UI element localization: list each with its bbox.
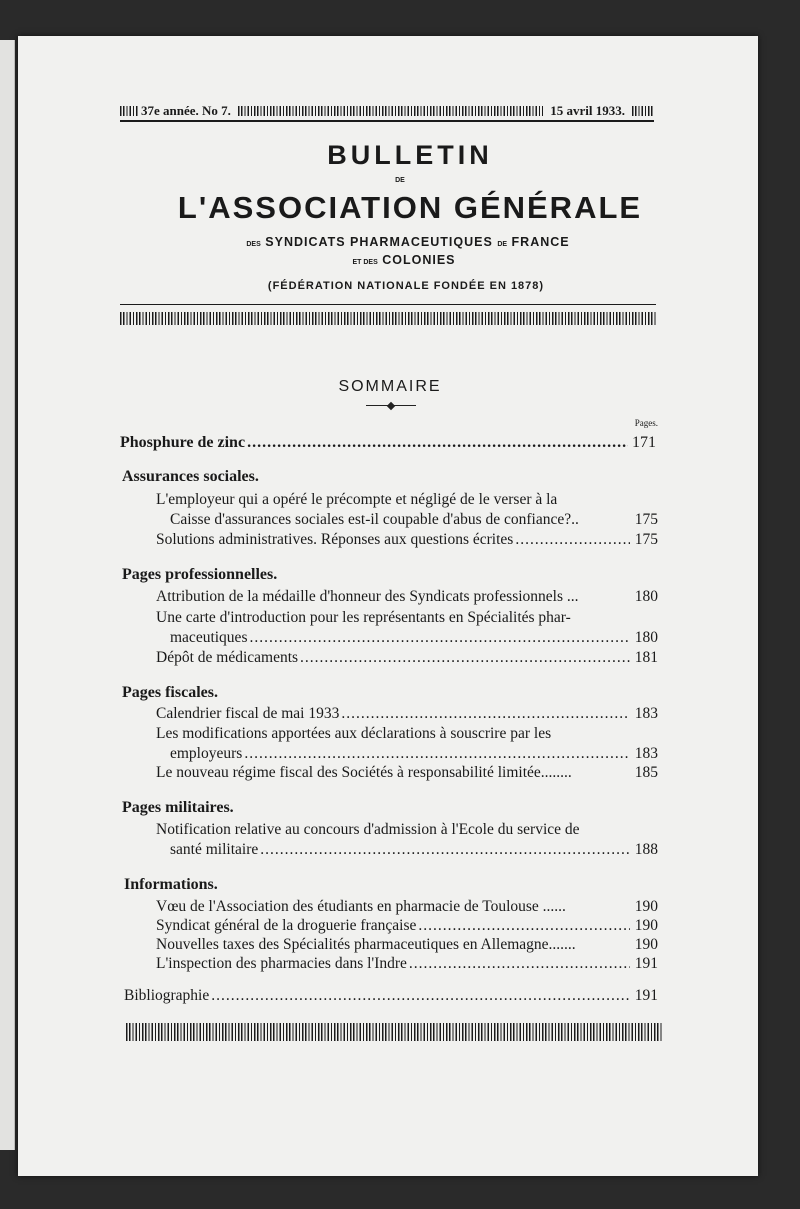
toc-leader-dots [300,649,630,667]
section-fiscales: Pages fiscales. [122,684,218,701]
ornament-rule-left [120,106,138,116]
toc-page-number: 190 [634,917,658,934]
toc-leader-dots [247,434,628,452]
title-ornament [366,403,416,409]
section-assurances: Assurances sociales. [122,468,259,485]
toc-page-number: 190 [634,936,658,953]
toc-entry-title: maceutiques [170,629,248,646]
masthead-de: DE [395,177,405,184]
toc-entry-bibliographie [124,987,658,1005]
toc-entry-line: Les modifications apportées aux déclarations à souscrire par les [156,725,552,742]
toc-leader-dots [418,917,630,935]
toc-page-number: 180 [634,588,658,605]
ornament-rule-middle [238,106,543,116]
toc-entry-title: Vœu de l'Association des étudiants en pharmacie de Toulouse ...... [156,898,566,915]
toc-entry-solutions [156,531,658,549]
toc-entry-title: Solutions administratives. Réponses aux questions écrites [156,531,514,548]
toc-page-number: 183 [634,745,658,762]
masthead-bulletin: BULLETIN [327,140,493,170]
masthead-federation: (FÉDÉRATION NATIONALE FONDÉE EN 1878) [267,280,545,292]
toc-entry-abus-confiance [170,511,658,529]
toc-entry-depot [156,649,658,667]
masthead-de-small: DE [497,241,508,248]
toc-entry-calendrier [156,705,658,723]
toc-page-number: 175 [634,531,658,548]
issue-date: 15 avril 1933. [550,103,625,118]
toc-entry-regime-fiscal [156,764,658,782]
ornament-band-top [120,312,656,325]
toc-leader-dots [260,841,630,859]
toc-leader-dots [244,745,630,763]
toc-page-number: 181 [634,649,658,666]
masthead-france: FRANCE [511,235,570,249]
toc-entry-title: Le nouveau régime fiscal des Sociétés à responsabilité limitée........ [156,764,572,781]
toc-entry-line: Notification relative au concours d'admission à l'Ecole du service de [156,821,580,838]
toc-page-number: 175 [634,511,658,528]
toc-entry-title: Dépôt de médicaments [156,649,299,666]
toc-entry-modifications [170,745,658,763]
toc-leader-dots [249,629,630,647]
toc-entry-title: Attribution de la médaille d'honneur des Syndicats professionnels ... [156,588,579,605]
toc-entry-title: Caisse d'assurances sociales est-il coupable d'abus de confiance?.. [170,511,579,528]
toc-page-number: 191 [634,987,658,1004]
toc-page-number: 190 [634,898,658,915]
pages-column-label: Pages. [634,418,658,428]
toc-page-number: 191 [634,955,658,972]
toc-entry-taxes [156,936,658,954]
toc-entry-title: Nouvelles taxes des Spécialités pharmaceutiques en Allemagne....... [156,936,576,953]
toc-entry-notification [170,841,658,859]
toc-entry-title: L'inspection des pharmacies dans l'Indre [156,955,407,972]
toc-entry-line: Une carte d'introduction pour les représentants en Spécialités phar- [156,609,571,626]
toc-leader-dots [409,955,630,973]
section-informations: Informations. [124,876,218,893]
toc-page-number: 183 [634,705,658,722]
toc-entry-medaille [156,588,658,606]
issue-header [120,104,654,118]
toc-entry-droguerie [156,917,658,935]
issue-number: 37e année. No 7. [141,103,231,118]
masthead-et-des-small: ET DES [352,259,378,266]
toc-entry-inspection [156,955,658,973]
masthead-rule [120,304,656,305]
header-rule [120,120,654,122]
toc-entry-title: employeurs [170,745,243,762]
toc-leader-dots [515,531,630,549]
toc-page-number: 188 [634,841,658,858]
ornament-band-bottom [126,1023,662,1041]
masthead-colonies [4,253,800,267]
toc-leader-dots [341,705,630,723]
toc-entry-title: Calendrier fiscal de mai 1933 [156,705,340,722]
toc-page-number: 185 [634,764,658,781]
toc-entry-line: L'employeur qui a opéré le précompte et négligé de le verser à la [156,491,558,508]
toc-entry-title: Syndicat général de la droguerie française [156,917,417,934]
section-professionnelles: Pages professionnelles. [122,566,278,583]
toc-entry-voeu [156,898,658,916]
toc-entry-phosphure [120,434,656,452]
ornament-rule-right [632,106,654,116]
masthead-syndicats-text: SYNDICATS PHARMACEUTIQUES [265,235,493,249]
masthead-association: L'ASSOCIATION GÉNÉRALE [177,190,643,225]
toc-entry-carte [170,629,658,647]
toc-page-number: 171 [632,434,656,451]
toc-leader-dots [211,987,630,1005]
toc-entry-title: santé militaire [170,841,259,858]
toc-entry-title: Phosphure de zinc [120,434,246,451]
section-militaires: Pages militaires. [122,799,234,816]
masthead-des-small: DES [246,241,261,248]
sommaire-title: SOMMAIRE [338,378,442,395]
toc-entry-title: Bibliographie [124,987,210,1004]
masthead-colonies-text: COLONIES [382,253,456,267]
toc-page-number: 180 [634,629,658,646]
masthead-syndicats [8,235,800,249]
